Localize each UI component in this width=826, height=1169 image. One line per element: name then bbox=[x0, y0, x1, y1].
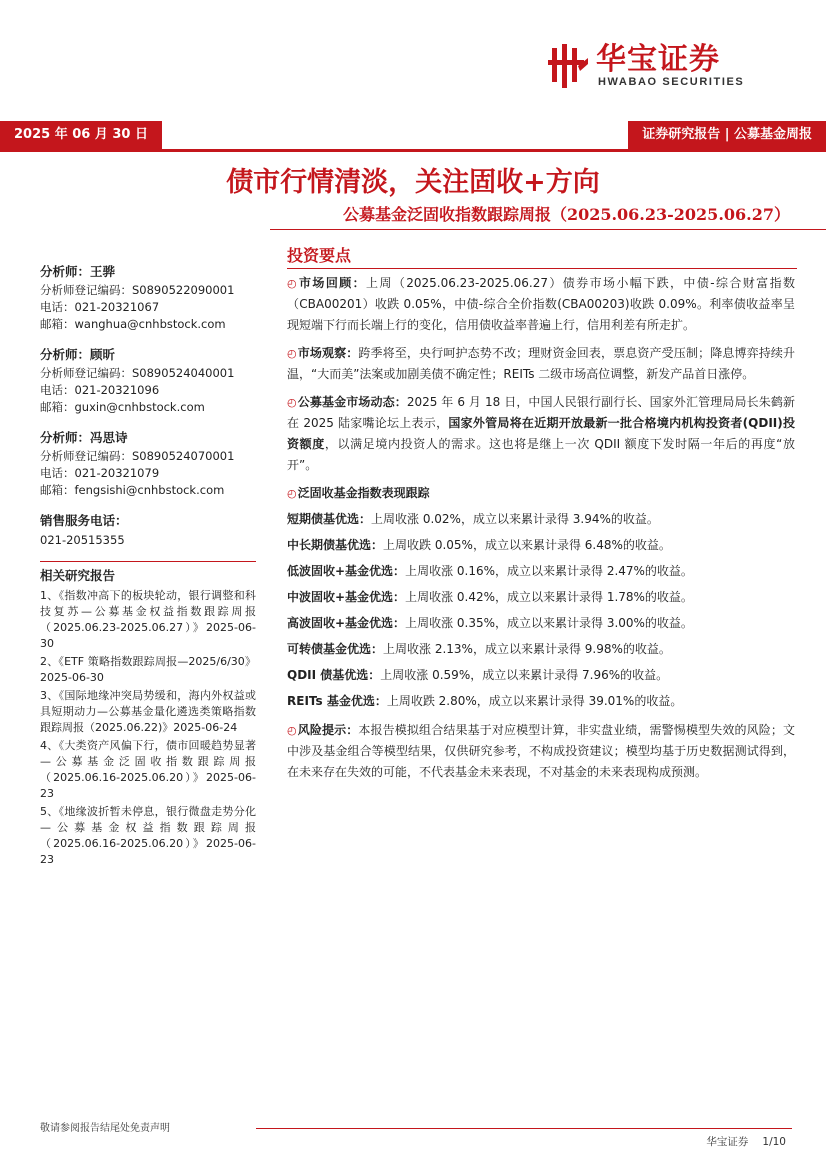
analyst-email[interactable]: 邮箱：fengsishi@cnhbstock.com bbox=[40, 483, 225, 497]
fund-index-row bbox=[287, 610, 795, 636]
page-subtitle: 公募基金泛固收指数跟踪周报（2025.06.23-2025.06.27） bbox=[342, 205, 790, 224]
related-report-item[interactable]: 4、《大类资产风偏下行，债市回暖趋势显著—公募基金泛固收指数跟踪周报（2025.06.16-2025.06.20）》2025-06-23 bbox=[40, 739, 256, 800]
fund-index-label: 中波固收+基金优选： bbox=[287, 590, 406, 604]
market-review-text: 上周（2025.06.23-2025.06.27）债券市场小幅下跌，中债-综合财富指数（CBA00201）收跌 0.05%，中债-综合全价指数(CBA00203)收跌 0.09%。利率债收益率呈现短端下行而长端上行的变化，信用债收益率普遍上行，信用利差有所走扩。 bbox=[287, 276, 795, 332]
fund-index-row bbox=[287, 662, 795, 688]
fund-index-text: 上周收涨 2.13%，成立以来累计录得 9.98%的收益。 bbox=[383, 642, 671, 656]
key-points-rule bbox=[287, 268, 797, 269]
title-divider bbox=[270, 229, 826, 230]
fund-index-label: 高波固收+基金优选： bbox=[287, 616, 406, 630]
market-review-label: 市场回顾： bbox=[297, 276, 367, 290]
market-watch-text: 跨季将至，央行呵护态势不改；理财资金回表，票息资产受压制；降息博弈持续升温，“大而美”法案或加剧美债不确定性；REITs 二级市场高位调整，新发产品首日涨停。 bbox=[287, 346, 795, 381]
risk-label: 风险提示： bbox=[297, 723, 359, 737]
banner-rule bbox=[0, 149, 826, 152]
market-watch-paragraph bbox=[287, 343, 795, 385]
analyst-reg: 分析师登记编码：S0890524040001 bbox=[40, 366, 235, 380]
index-performance-label: 泛固收基金指数表现跟踪 bbox=[297, 486, 430, 500]
key-points-heading: 投资要点 bbox=[287, 246, 352, 265]
market-watch-label: 市场观察： bbox=[297, 346, 359, 360]
fund-index-label: 可转债基金优选： bbox=[287, 642, 384, 656]
main-content bbox=[287, 244, 795, 783]
risk-warning-paragraph bbox=[287, 720, 795, 783]
fund-index-text: 上周收涨 0.42%，成立以来累计录得 1.78%的收益。 bbox=[405, 590, 693, 604]
related-reports-heading: 相关研究报告 bbox=[40, 561, 256, 586]
report-date: 2025 年 06 月 30 日 bbox=[0, 121, 162, 149]
report-category: 证券研究报告 | 公募基金周报 bbox=[628, 121, 826, 149]
fund-index-text: 上周收涨 0.16%，成立以来累计录得 2.47%的收益。 bbox=[405, 564, 693, 578]
analyst-phone: 电话：021-20321096 bbox=[40, 383, 160, 397]
fund-index-label: 短期债基优选： bbox=[287, 512, 372, 526]
fund-index-text: 上周收涨 0.02%，成立以来累计录得 3.94%的收益。 bbox=[371, 512, 659, 526]
fund-index-text: 上周收跌 2.80%，成立以来累计录得 39.01%的收益。 bbox=[386, 694, 683, 708]
analyst-name: 分析师：王骅 bbox=[40, 264, 116, 279]
fund-index-label: 中长期债基优选： bbox=[287, 538, 384, 552]
analyst-name: 分析师：顾昕 bbox=[40, 347, 116, 362]
circle-bullet-icon: ◴ bbox=[287, 487, 297, 500]
footer-brand: 华宝证券 bbox=[706, 1136, 749, 1148]
fund-index-row bbox=[287, 584, 795, 610]
analyst-phone: 电话：021-20321067 bbox=[40, 300, 160, 314]
header-banner bbox=[0, 121, 826, 152]
fund-index-row bbox=[287, 688, 795, 714]
company-logo bbox=[548, 42, 780, 94]
circle-bullet-icon: ◴ bbox=[287, 347, 297, 360]
footer-disclaimer: 敬请参阅报告结尾处免责声明 bbox=[40, 1123, 170, 1134]
circle-bullet-icon: ◴ bbox=[287, 724, 297, 737]
fund-dynamics-text-end: ，以满足境内投资人的需求。这也将是继上一次 QDII 额度下发时隔一年后的再度“放开”。 bbox=[287, 437, 795, 472]
fund-index-row bbox=[287, 558, 795, 584]
fund-index-text: 上周收涨 0.35%，成立以来累计录得 3.00%的收益。 bbox=[405, 616, 693, 630]
page-number: 1/10 bbox=[762, 1136, 786, 1148]
market-review-paragraph bbox=[287, 273, 795, 336]
analyst-card bbox=[40, 428, 256, 499]
fund-index-row bbox=[287, 636, 795, 662]
sales-label: 销售服务电话： bbox=[40, 513, 128, 528]
analyst-card bbox=[40, 262, 256, 333]
risk-text: 本报告模拟组合结果基于对应模型计算，非实盘业绩，需警惕模型失效的风险；文中涉及基金组合等模型结果，仅供研究参考，不构成投资建议；模型均基于历史数据测试得到，在未来存在失效的可能，不代表基金未来表现，不对基金的未来表现构成预测。 bbox=[287, 723, 795, 779]
sidebar bbox=[40, 262, 256, 868]
analyst-card bbox=[40, 345, 256, 416]
analyst-email[interactable]: 邮箱：guxin@cnhbstock.com bbox=[40, 400, 205, 414]
brand-name-cn: 华宝证券 bbox=[596, 42, 720, 77]
related-report-item[interactable]: 5、《地缘波折暂未停息，银行微盘走势分化—公募基金权益指数跟踪周报（2025.06.16-2025.06.20）》2025-06-23 bbox=[40, 805, 256, 866]
related-report-item[interactable]: 3、《国际地缘冲突局势缓和，海内外权益或具短期动力—公募基金量化遴选类策略指数跟踪周报（2025.06.22)》2025-06-24 bbox=[40, 689, 256, 734]
fund-index-text: 上周收跌 0.05%，成立以来累计录得 6.48%的收益。 bbox=[383, 538, 671, 552]
fund-dynamics-text: 2025 年 6 月 18 日，中国人民银行副行长、国家外汇管理局局长朱鹤新在 2025 陆家嘴论坛上表示， bbox=[287, 395, 795, 430]
hwabao-logo-icon bbox=[548, 44, 590, 88]
analyst-email[interactable]: 邮箱：wanghua@cnhbstock.com bbox=[40, 317, 226, 331]
analyst-reg: 分析师登记编码：S0890522090001 bbox=[40, 283, 235, 297]
circle-bullet-icon: ◴ bbox=[287, 396, 297, 409]
page-title: 债市行情清淡，关注固收+方向 bbox=[226, 167, 600, 198]
fund-index-row bbox=[287, 506, 795, 532]
sales-phone: 021-20515355 bbox=[40, 533, 125, 547]
circle-bullet-icon: ◴ bbox=[287, 277, 297, 290]
fund-index-row bbox=[287, 532, 795, 558]
analyst-name: 分析师：冯思诗 bbox=[40, 430, 128, 445]
brand-name-en: HWABAO SECURITIES bbox=[598, 76, 745, 88]
related-report-item[interactable]: 2、《ETF 策略指数跟踪周报—2025/6/30》2025-06-30 bbox=[40, 655, 256, 684]
fund-index-label: 低波固收+基金优选： bbox=[287, 564, 406, 578]
fund-dynamics-label: 公募基金市场动态： bbox=[297, 395, 407, 409]
fund-dynamics-paragraph bbox=[287, 392, 795, 476]
index-performance-heading bbox=[287, 483, 795, 504]
related-report-item[interactable]: 1、《指数冲高下的板块轮动，银行调整和科技复苏—公募基金权益指数跟踪周报（2025.06.23-2025.06.27）》2025-06-30 bbox=[40, 589, 256, 650]
fund-index-text: 上周收涨 0.59%，成立以来累计录得 7.96%的收益。 bbox=[380, 668, 669, 682]
fund-dynamics-highlight: 国家外管局将在近期开放最新一批合格境内机构投资者(QDII)投资额度 bbox=[287, 416, 795, 451]
analyst-reg: 分析师登记编码：S0890524070001 bbox=[40, 449, 235, 463]
fund-index-label: QDII 债基优选： bbox=[287, 668, 381, 682]
footer-info bbox=[692, 1134, 786, 1149]
footer-rule bbox=[256, 1128, 792, 1129]
analyst-phone: 电话：021-20321079 bbox=[40, 466, 160, 480]
fund-index-label: REITs 基金优选： bbox=[287, 694, 387, 708]
